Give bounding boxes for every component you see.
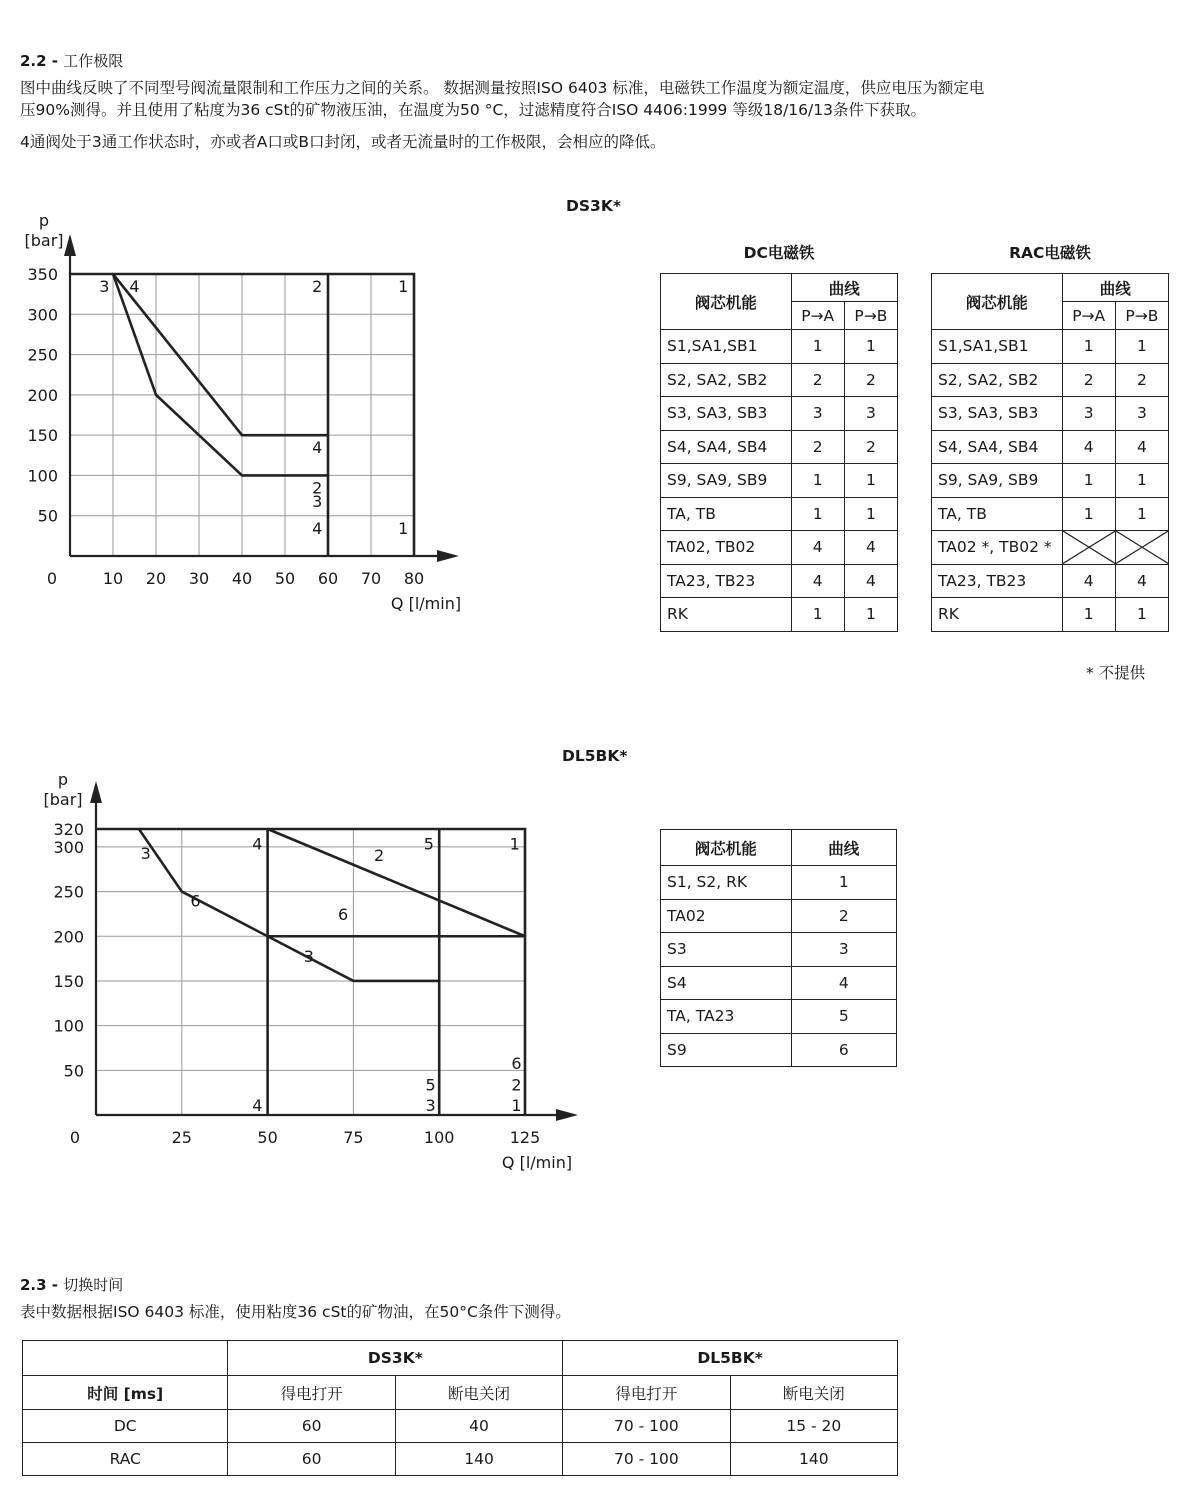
section-title: 工作极限 — [63, 52, 124, 70]
section-2-3-paragraph: 表中数据根据ISO 6403 标准，使用粘度36 cSt的矿物油，在50°C条件下测得。 — [20, 1303, 571, 1321]
cell-spool-function: S9 — [661, 1033, 792, 1067]
table-row — [932, 330, 1169, 364]
section-title: 切换时间 — [63, 1276, 124, 1294]
x-tick-label: 25 — [171, 1128, 192, 1147]
cell-curve: 1 — [791, 866, 896, 900]
table-row — [661, 531, 898, 565]
table-row — [661, 933, 897, 967]
header-spool-function: 阀芯机能 — [661, 274, 792, 330]
x-tick-label: 40 — [231, 569, 253, 588]
table-row — [932, 531, 1169, 565]
table-row — [661, 430, 898, 464]
curve-number-label: 4 — [312, 438, 323, 458]
x-tick-label: 10 — [102, 569, 124, 588]
y-axis-unit-label: [bar] — [24, 231, 64, 250]
cell-spool-function: S9, SA9, SB9 — [661, 464, 792, 498]
rac-table-title: RAC电磁铁 — [1009, 244, 1091, 262]
cell-spool-function: RK — [932, 598, 1063, 632]
cell-curve: 4 — [1115, 430, 1168, 464]
cell-time-value: 140 — [395, 1443, 562, 1476]
y-tick-label: 100 — [27, 466, 58, 486]
cell-spool-function: TA, TB — [661, 497, 792, 531]
cell-curve: 1 — [791, 598, 844, 632]
cell-spool-function: TA, TA23 — [661, 1000, 792, 1034]
x-axis-arrow-icon — [556, 1109, 578, 1121]
cell-curve: 4 — [844, 564, 897, 598]
cell-spool-function: S4 — [661, 966, 792, 1000]
y-tick-label: 150 — [53, 971, 84, 991]
curve-number-label: 1 — [509, 834, 520, 854]
table-row — [661, 363, 898, 397]
x-tick-label: 75 — [343, 1128, 364, 1147]
cross-mark-icon — [1063, 531, 1115, 564]
section-2-2-paragraph — [20, 77, 1190, 121]
y-tick-label: 100 — [53, 1016, 84, 1036]
series-line-4 — [268, 829, 525, 936]
cell-time-value: 70 - 100 — [563, 1443, 730, 1476]
cell-spool-function: S3 — [661, 933, 792, 967]
y-tick-label: 300 — [27, 305, 58, 325]
cell-curve: 1 — [1115, 598, 1168, 632]
cell-curve: 2 — [791, 430, 844, 464]
x-tick-label: 80 — [403, 569, 425, 588]
header-p-to-b: P→B — [844, 302, 897, 330]
cell-spool-function: TA, TB — [932, 497, 1063, 531]
y-axis-label: p — [57, 770, 69, 789]
curve-number-label: 3 — [140, 844, 151, 864]
origin-label: 0 — [46, 569, 58, 588]
cell-spool-function: S2, SA2, SB2 — [932, 363, 1063, 397]
curve-number-label: 4 — [312, 518, 323, 538]
cell-time-value: 70 - 100 — [563, 1410, 730, 1443]
cell-curve: 1 — [844, 497, 897, 531]
y-tick-label: 250 — [53, 882, 84, 902]
cell-curve: 3 — [1115, 397, 1168, 431]
header-curve: 曲线 — [791, 830, 896, 866]
cell-curve: 3 — [844, 397, 897, 431]
cell-spool-function: S4, SA4, SB4 — [661, 430, 792, 464]
cell-curve: 2 — [1115, 363, 1168, 397]
table-row — [932, 464, 1169, 498]
table-row — [661, 1033, 897, 1067]
cell-spool-function: S3, SA3, SB3 — [932, 397, 1063, 431]
cell-curve: 2 — [844, 363, 897, 397]
section-number: 2.3 - — [20, 1276, 59, 1294]
cell-spool-function: S1,SA1,SB1 — [661, 330, 792, 364]
cross-mark-icon — [1116, 531, 1168, 564]
cell-time-value: 60 — [228, 1410, 395, 1443]
dl5bk-chart — [0, 765, 600, 1185]
cell-curve: 4 — [1062, 564, 1115, 598]
curve-number-label: 3 — [312, 492, 323, 512]
curve-number-label: 3 — [303, 946, 314, 966]
header-spool-function: 阀芯机能 — [932, 274, 1063, 330]
rac-spool-table — [931, 273, 1169, 632]
series-line-6 — [139, 829, 268, 936]
series-line-1 — [96, 829, 525, 1115]
cell-supply-type: DC — [23, 1410, 228, 1443]
cell-curve: 1 — [791, 497, 844, 531]
cell-spool-function: TA02 — [661, 899, 792, 933]
curve-number-label: 4 — [252, 1096, 263, 1116]
y-axis-arrow-icon — [64, 234, 76, 256]
x-tick-label: 125 — [509, 1128, 541, 1147]
section-2-3-heading — [20, 1274, 123, 1295]
curve-number-label: 3 — [99, 277, 110, 297]
cell-curve: 1 — [1115, 464, 1168, 498]
curve-number-label: 1 — [511, 1096, 522, 1116]
table-row — [661, 497, 898, 531]
x-tick-label: 50 — [257, 1128, 278, 1147]
table-row — [661, 899, 897, 933]
cell-not-available — [1115, 531, 1168, 565]
header-ds3k: DS3K* — [228, 1341, 563, 1376]
cell-curve: 3 — [791, 397, 844, 431]
footnote-not-available: * 不提供 — [1086, 664, 1146, 682]
table-row — [932, 497, 1169, 531]
x-axis-label: Q [l/min] — [501, 1153, 573, 1172]
cell-curve: 1 — [844, 464, 897, 498]
curve-number-label: 5 — [425, 1075, 436, 1095]
cell-curve: 2 — [791, 899, 896, 933]
cell-spool-function: TA23, TB23 — [661, 564, 792, 598]
y-tick-label: 200 — [27, 385, 58, 405]
cell-curve: 4 — [791, 531, 844, 565]
cell-spool-function: S9, SA9, SB9 — [932, 464, 1063, 498]
curve-number-label: 6 — [511, 1054, 522, 1074]
table-row — [932, 363, 1169, 397]
cell-spool-function: S1, S2, RK — [661, 866, 792, 900]
section-number: 2.2 - — [20, 52, 59, 70]
header-curve: 曲线 — [1062, 274, 1168, 302]
dc-table-title: DC电磁铁 — [743, 244, 815, 262]
cell-curve: 1 — [791, 464, 844, 498]
paragraph-line-1: 图中曲线反映了不同型号阀流量限制和工作压力之间的关系。 数据测量按照ISO 6403 标准，电磁铁工作温度为额定温度，供应电压为额定电 — [20, 79, 985, 97]
cell-curve: 1 — [844, 598, 897, 632]
header-spool-function: 阀芯机能 — [661, 830, 792, 866]
cell-time-value: 60 — [228, 1443, 395, 1476]
curve-number-label: 4 — [129, 277, 140, 297]
table-row — [23, 1410, 898, 1443]
curve-number-label: 2 — [511, 1075, 522, 1095]
cell-spool-function: TA02, TB02 — [661, 531, 792, 565]
header-p-to-a: P→A — [791, 302, 844, 330]
header-deenergize-close: 断电关闭 — [730, 1376, 897, 1410]
header-time-ms: 时间 [ms] — [23, 1376, 228, 1410]
y-tick-label: 150 — [27, 426, 58, 446]
cell-curve: 1 — [844, 330, 897, 364]
cell-curve: 2 — [1062, 363, 1115, 397]
dl5bk-title: DL5BK* — [562, 747, 628, 765]
y-tick-label: 300 — [53, 837, 84, 857]
header-curve: 曲线 — [791, 274, 897, 302]
curve-number-label: 2 — [312, 277, 323, 297]
empty-header-cell — [23, 1341, 228, 1376]
y-tick-label: 250 — [27, 345, 58, 365]
cell-spool-function: RK — [661, 598, 792, 632]
paragraph-line-2: 压90%测得。并且使用了粘度为36 cSt的矿物液压油，在温度为50 °C，过滤精度符合ISO 4406:1999 等级18/16/13条件下获取。 — [20, 101, 926, 119]
cell-curve: 4 — [1062, 430, 1115, 464]
header-p-to-b: P→B — [1115, 302, 1168, 330]
x-tick-label: 60 — [317, 569, 339, 588]
x-axis-label: Q [l/min] — [390, 594, 462, 613]
section-2-2-heading — [20, 50, 123, 71]
cell-curve: 1 — [1115, 497, 1168, 531]
ds3k-chart — [0, 200, 480, 630]
cell-time-value: 140 — [730, 1443, 897, 1476]
cell-curve: 1 — [1062, 497, 1115, 531]
cell-spool-function: S1,SA1,SB1 — [932, 330, 1063, 364]
series-line-3 — [113, 274, 328, 475]
y-axis-arrow-icon — [90, 781, 102, 803]
y-axis-label: p — [38, 211, 50, 230]
cell-spool-function: S4, SA4, SB4 — [932, 430, 1063, 464]
x-tick-label: 20 — [145, 569, 167, 588]
table-row — [661, 564, 898, 598]
table-row — [23, 1443, 898, 1476]
y-tick-label: 200 — [53, 927, 84, 947]
dc-spool-table — [660, 273, 898, 632]
table-row — [661, 866, 897, 900]
y-tick-label: 50 — [63, 1061, 84, 1081]
table-row — [661, 598, 898, 632]
curve-number-label: 2 — [312, 478, 323, 498]
cell-curve: 1 — [1062, 464, 1115, 498]
x-tick-label: 50 — [274, 569, 296, 588]
header-dl5bk: DL5BK* — [563, 1341, 898, 1376]
table-row — [932, 564, 1169, 598]
cell-curve: 6 — [791, 1033, 896, 1067]
cell-spool-function: TA23, TB23 — [932, 564, 1063, 598]
cell-curve: 1 — [791, 330, 844, 364]
cell-not-available — [1062, 531, 1115, 565]
cell-curve: 3 — [791, 933, 896, 967]
cell-spool-function: S3, SA3, SB3 — [661, 397, 792, 431]
origin-label: 0 — [69, 1128, 81, 1147]
y-tick-label: 320 — [53, 820, 84, 839]
cell-time-value: 40 — [395, 1410, 562, 1443]
cell-supply-type: RAC — [23, 1443, 228, 1476]
cell-curve: 2 — [791, 363, 844, 397]
curve-number-label: 2 — [374, 845, 385, 865]
cell-curve: 2 — [844, 430, 897, 464]
curve-number-label: 3 — [425, 1096, 436, 1116]
curve-number-label: 6 — [338, 904, 349, 924]
cell-curve: 1 — [1115, 330, 1168, 364]
cell-curve: 4 — [791, 966, 896, 1000]
x-tick-label: 30 — [188, 569, 210, 588]
y-tick-label: 350 — [27, 265, 58, 284]
header-deenergize-close: 断电关闭 — [395, 1376, 562, 1410]
curve-number-label: 5 — [423, 834, 434, 854]
table-row — [661, 1000, 897, 1034]
x-tick-label: 70 — [360, 569, 382, 588]
y-tick-label: 50 — [37, 506, 58, 526]
dl5bk-spool-table — [660, 829, 897, 1067]
header-energize-open: 得电打开 — [228, 1376, 395, 1410]
cell-curve: 4 — [791, 564, 844, 598]
table-row — [661, 330, 898, 364]
cell-curve: 1 — [1062, 330, 1115, 364]
cell-curve: 5 — [791, 1000, 896, 1034]
cell-curve: 4 — [844, 531, 897, 565]
curve-number-label: 6 — [190, 891, 201, 911]
cell-curve: 4 — [1115, 564, 1168, 598]
header-p-to-a: P→A — [1062, 302, 1115, 330]
table-row — [932, 430, 1169, 464]
table-row — [661, 966, 897, 1000]
ds3k-title: DS3K* — [566, 197, 621, 215]
curve-number-label: 4 — [252, 834, 263, 854]
table-row — [932, 397, 1169, 431]
cell-time-value: 15 - 20 — [730, 1410, 897, 1443]
curve-number-label: 1 — [398, 277, 409, 297]
y-axis-unit-label: [bar] — [43, 790, 83, 809]
header-energize-open: 得电打开 — [563, 1376, 730, 1410]
cell-spool-function: S2, SA2, SB2 — [661, 363, 792, 397]
switching-time-table — [22, 1340, 898, 1476]
table-row — [661, 397, 898, 431]
table-row — [932, 598, 1169, 632]
cell-curve: 3 — [1062, 397, 1115, 431]
section-2-2-note: 4通阀处于3通工作状态时，亦或者A口或B口封闭，或者无流量时的工作极限，会相应的降低。 — [20, 133, 666, 151]
x-tick-label: 100 — [423, 1128, 455, 1147]
cell-spool-function: TA02 *, TB02 * — [932, 531, 1063, 565]
cell-curve: 1 — [1062, 598, 1115, 632]
table-row — [661, 464, 898, 498]
curve-number-label: 1 — [398, 518, 409, 538]
x-axis-arrow-icon — [437, 550, 459, 562]
